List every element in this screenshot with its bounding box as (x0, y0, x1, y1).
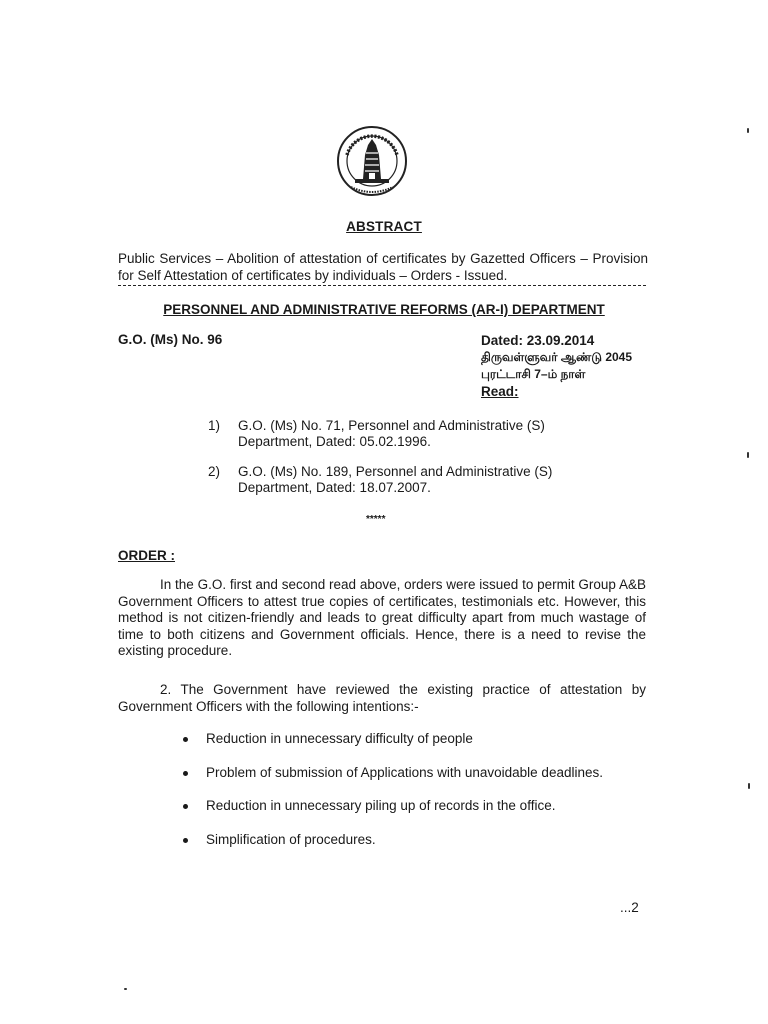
order-subject: Public Services – Abolition of attestation of certificates by Gazetted Officers – Provision for Self Attestation of certificates by individuals – Orders - Issued. (118, 251, 648, 283)
tamil-date: புரட்டாசி 7–ம் நாள் (481, 367, 586, 381)
reference-text: G.O. (Ms) No. 71, Personnel and Administrative (S) Department, Dated: 05.02.1996. (238, 418, 545, 449)
page-continuation: ...2 (620, 900, 639, 915)
list-item (183, 832, 663, 866)
references-list (208, 418, 608, 510)
scan-speck (747, 452, 749, 458)
bullet-icon (183, 771, 188, 776)
bullet-icon (183, 737, 188, 742)
go-number: G.O. (Ms) No. 96 (118, 332, 223, 347)
tamil-year: திருவள்ளுவர் ஆண்டு 2045 (481, 350, 633, 364)
government-emblem-icon (333, 125, 411, 197)
reference-item (208, 464, 608, 496)
department-name: PERSONNEL AND ADMINISTRATIVE REFORMS (AR-I) DEPARTMENT (163, 302, 605, 317)
list-item (183, 731, 663, 765)
list-item (183, 798, 663, 832)
separator-stars: ***** (366, 514, 386, 525)
dashed-divider (118, 285, 646, 286)
read-label: Read: (481, 384, 519, 399)
intention-text: Simplification of procedures. (206, 831, 376, 847)
intention-text: Problem of submission of Applications with unavoidable deadlines. (206, 764, 603, 780)
reference-item (208, 418, 608, 450)
abstract-title: ABSTRACT (346, 219, 422, 234)
reference-number: 1) (208, 418, 221, 433)
order-paragraph-1: In the G.O. first and second read above, orders were issued to permit Group A&B Government Officers to attest true copies of certificates, testimonials etc. However, this method is not citizen-friendly and leads to great difficulty apart from much wastage of time to both citizens and Government officials. Hence, there is a need to revise the existing procedure. (118, 577, 646, 658)
order-paragraph-2: 2. The Government have reviewed the existing practice of attestation by Government Officers with the following intentions:- (118, 682, 646, 714)
reference-text: G.O. (Ms) No. 189, Personnel and Administrative (S) Department, Dated: 18.07.2007. (238, 464, 553, 495)
scan-speck (124, 988, 127, 990)
intention-text: Reduction in unnecessary difficulty of people (206, 731, 473, 746)
intentions-list (183, 731, 663, 865)
bullet-icon (183, 838, 188, 843)
reference-number: 2) (208, 464, 221, 479)
date-block (481, 332, 651, 400)
intention-text: Reduction in unnecessary piling up of records in the office. (206, 798, 556, 813)
dated: Dated: 23.09.2014 (481, 333, 595, 348)
scan-speck (747, 128, 749, 133)
list-item (183, 765, 663, 799)
bullet-icon (183, 804, 188, 809)
order-heading: ORDER : (118, 548, 175, 563)
scan-speck (748, 783, 750, 789)
